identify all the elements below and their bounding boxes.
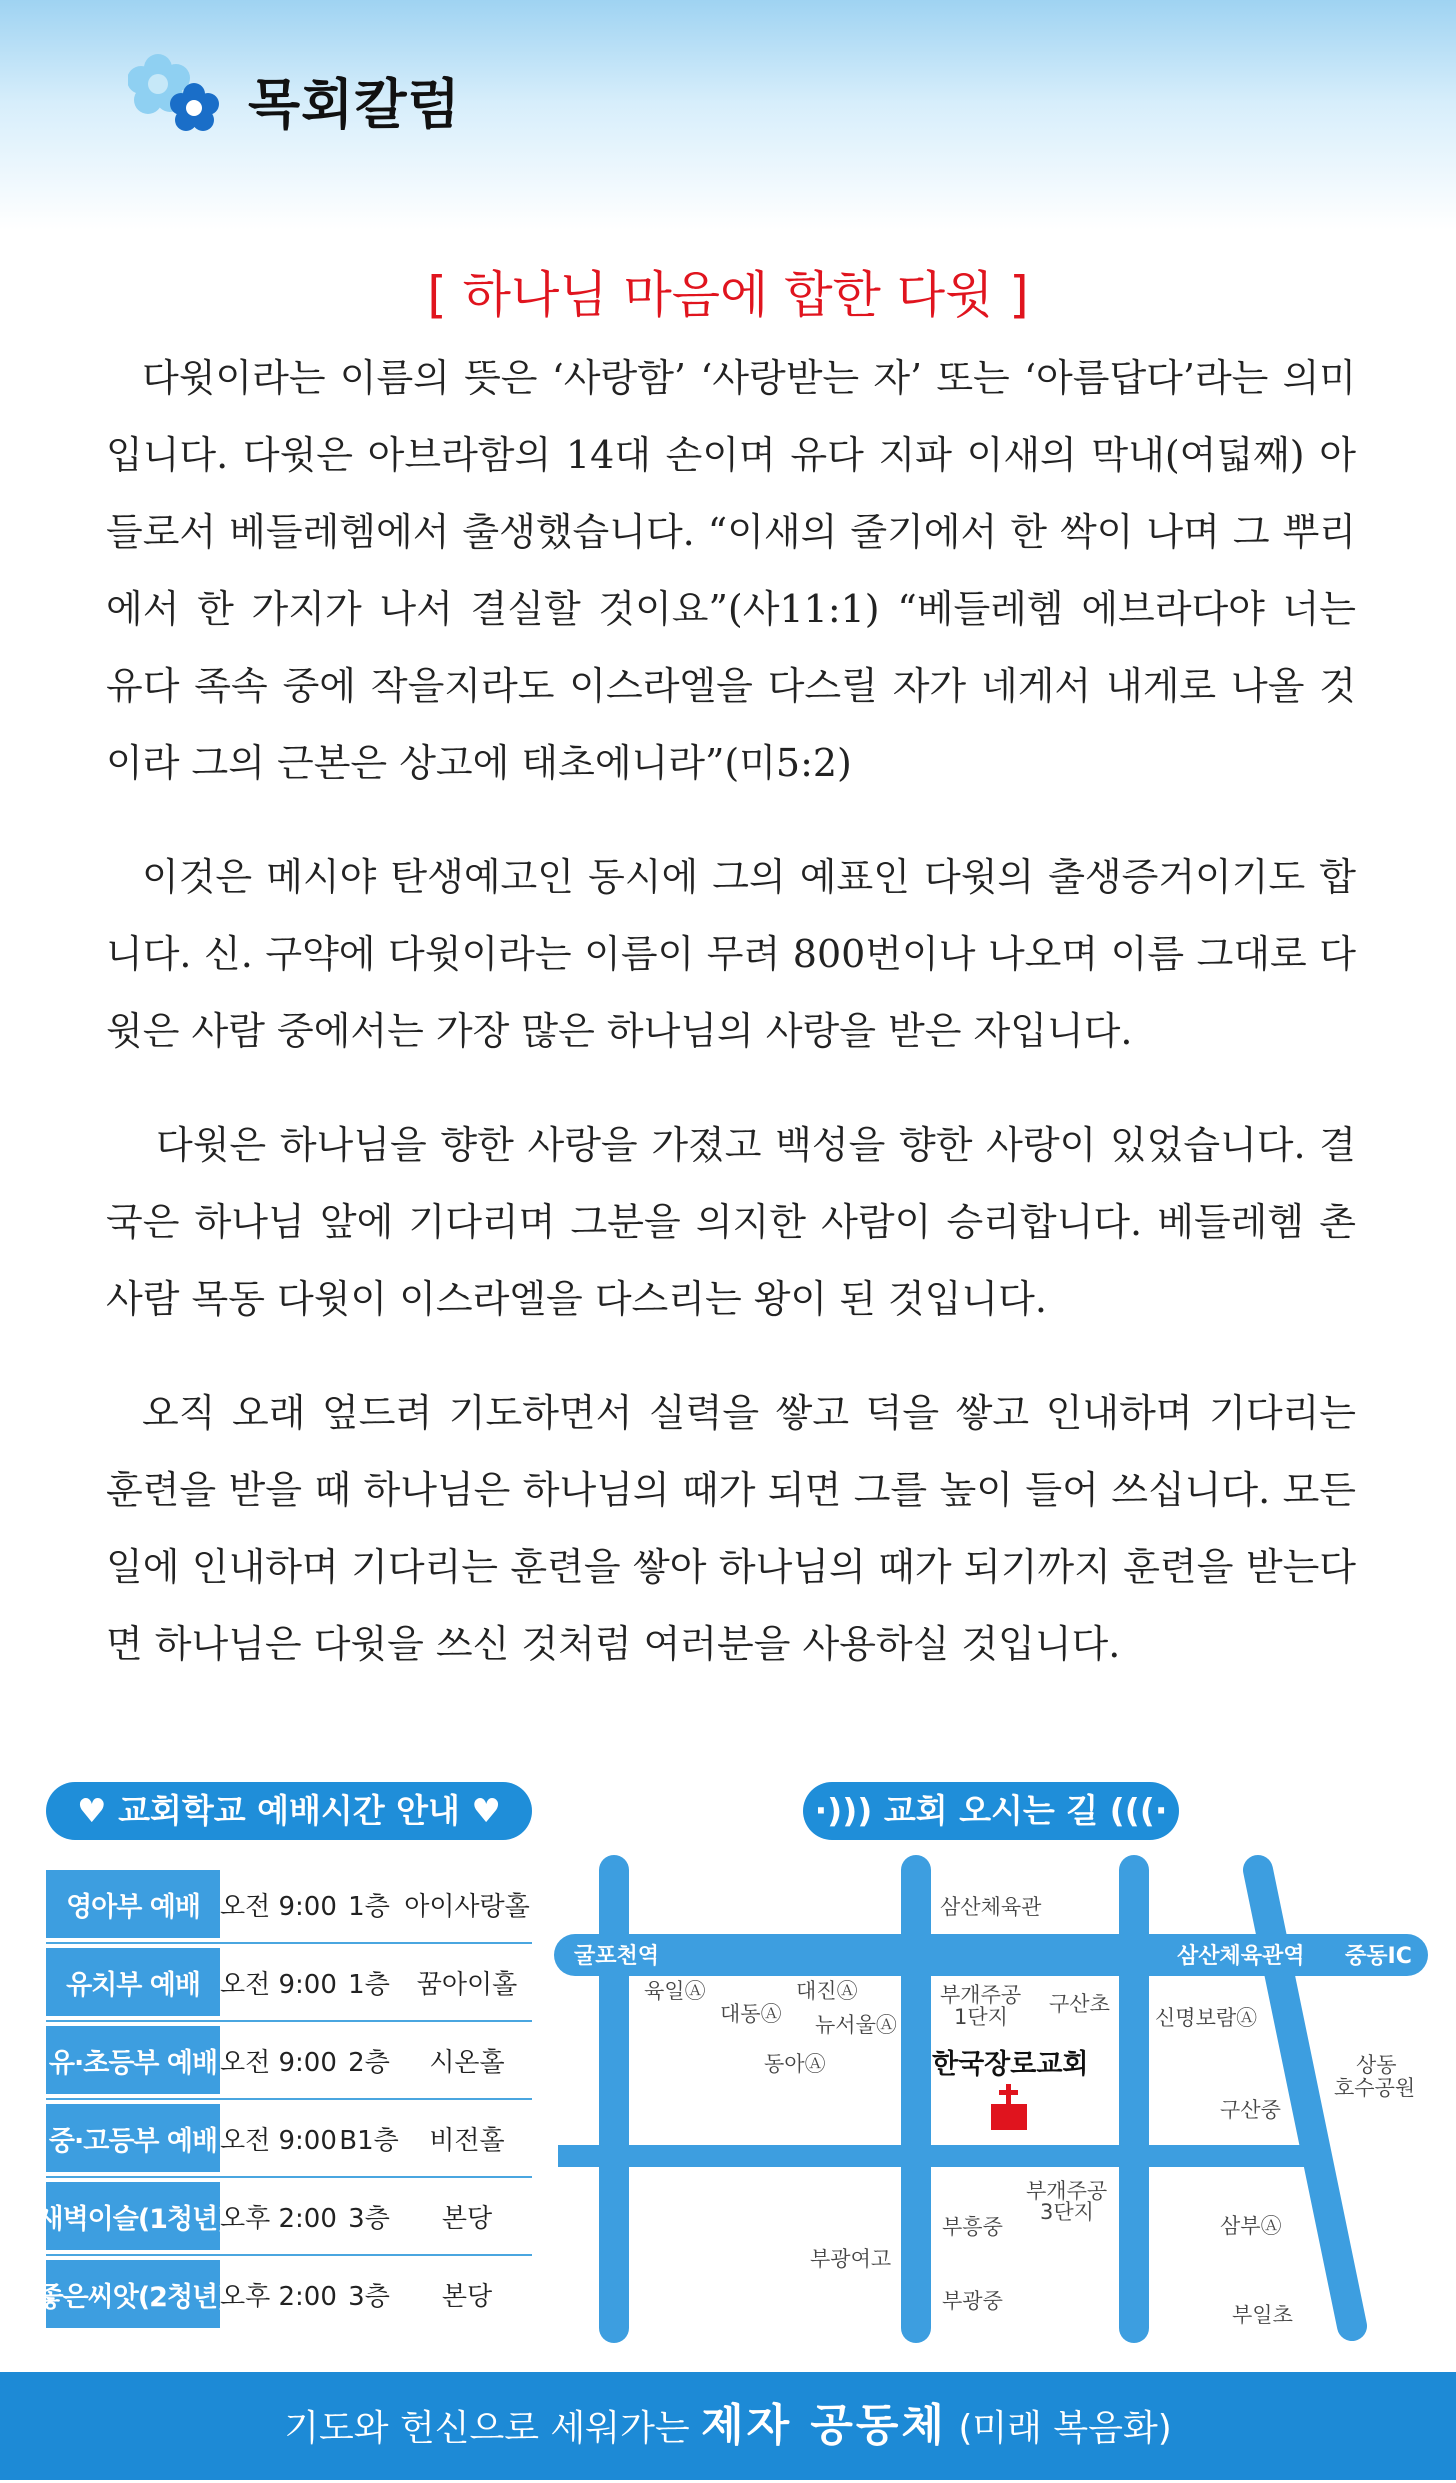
schedule-time: 오전 9:00	[220, 2125, 337, 2156]
schedule-floor: 1층	[348, 1891, 390, 1922]
church-name: 한국장로교회	[932, 2049, 1089, 2080]
map-label: 신명보람Ⓐ	[1155, 2006, 1258, 2030]
map-label: 부광중	[942, 2289, 1003, 2313]
table-row	[46, 1944, 532, 2022]
table-row	[46, 1866, 532, 1944]
map-label: 대진Ⓐ	[796, 1979, 858, 2003]
map-label: 삼부Ⓐ	[1220, 2214, 1282, 2238]
schedule-category: 유치부 예배	[46, 1948, 220, 2016]
map-label: 1단지	[954, 2005, 1008, 2029]
article-paragraph: 다윗이라는 이름의 뜻은 ‘사랑함’ ‘사랑받는 자’ 또는 ‘아름답다’라는 의미입니다. 다윗은 아브라함의 14대 손이며 유다 지파 이새의 막내(여덟째) 아들로서 베들레헴에서 출생했습니다. “이새의 줄기에서 한 싹이 나며 그 뿌리에서 한 가지가 나서 결실할 것이요”(사11:1) “베들레헴 에브라다야 너는 유다 족속 중에 작을지라도 이스라엘을 다스릴 자가 네게서 내게로 나올 것이라 그의 근본은 상고에 태초에니라”(미5:2)	[106, 356, 1356, 785]
map-label: 호수공원	[1334, 2076, 1416, 2100]
schedule-category: 영아부 예배	[46, 1870, 220, 1938]
schedule-category: 좋은씨앗(2청년)	[46, 2260, 220, 2328]
map-label: 부흥중	[942, 2215, 1003, 2239]
church-marker-icon	[991, 2084, 1027, 2130]
article-body	[106, 340, 1356, 1720]
map-label: 육일Ⓐ	[644, 1979, 706, 2003]
map-label: 동아Ⓐ	[764, 2052, 826, 2076]
map-label: 구산초	[1049, 1992, 1110, 2016]
table-row	[37, 2178, 532, 2256]
schedule-floor: B1층	[339, 2125, 399, 2156]
article-paragraph: 다윗은 하나님을 향한 사랑을 가졌고 백성을 향한 사랑이 있었습니다. 결국은 하나님 앞에 기다리며 그분을 의지한 사람이 승리합니다. 베들레헴 촌사람 목동 다윗이 이스라엘을 다스리는 왕이 된 것입니다.	[106, 1123, 1356, 1321]
map-label: 부개주공	[1026, 2179, 1108, 2203]
page-title: 목회칼럼	[248, 73, 461, 136]
schedule-time: 오후 2:00	[220, 2203, 337, 2234]
schedule-time: 오후 2:00	[220, 2281, 337, 2312]
map-label: 부광여고	[810, 2247, 892, 2271]
map-label: 상동	[1356, 2053, 1397, 2077]
schedule-floor: 2층	[348, 2047, 390, 2078]
station-label: 삼산체육관역	[1177, 1944, 1305, 1969]
schedule-place: 비전홀	[429, 2125, 505, 2156]
station-label: 중동IC	[1345, 1944, 1412, 1969]
map-label: 부일초	[1232, 2303, 1293, 2327]
schedule-floor: 3층	[348, 2281, 390, 2312]
schedule-place: 아이사랑홀	[404, 1891, 530, 1922]
worship-schedule-heading: ♥ 교회학교 예배시간 안내 ♥	[46, 1782, 532, 1840]
table-row	[37, 2256, 532, 2332]
table-row	[46, 2022, 532, 2100]
map-label: 3단지	[1040, 2200, 1094, 2224]
map-label: 구산중	[1220, 2098, 1281, 2122]
schedule-time: 오전 9:00	[220, 1969, 337, 2000]
footer-text: 기도와 헌신으로 세워가는	[284, 2408, 702, 2449]
worship-schedule-table	[37, 1866, 532, 2332]
schedule-category: 유·초등부 예배	[46, 2026, 220, 2094]
directions-map	[552, 1848, 1434, 2348]
footer-banner	[0, 2372, 1456, 2480]
footer-text-suffix: (미래 복음화)	[946, 2408, 1172, 2449]
schedule-place: 본당	[441, 2281, 493, 2312]
schedule-category: 새벽이슬(1청년)	[46, 2182, 220, 2250]
schedule-floor: 3층	[348, 2203, 390, 2234]
table-row	[46, 2100, 532, 2178]
map-label: 뉴서울Ⓐ	[815, 2013, 897, 2037]
schedule-time: 오전 9:00	[220, 2047, 337, 2078]
schedule-time: 오전 9:00	[220, 1891, 337, 1922]
flower-logo-icon	[128, 46, 228, 136]
map-label: 대동Ⓐ	[720, 2002, 782, 2026]
article-paragraph: 오직 오래 엎드려 기도하면서 실력을 쌓고 덕을 쌓고 인내하며 기다리는 훈련을 받을 때 하나님은 하나님의 때가 되면 그를 높이 들어 쓰십니다. 모든 일에 인내하며 기다리는 훈련을 쌓아 하나님의 때가 되기까지 훈련을 받는다면 하나님은 다윗을 쓰신 것처럼 여러분을 사용하실 것입니다.	[106, 1391, 1356, 1666]
directions-heading: ·))) 교회 오시는 길 (((·	[803, 1782, 1179, 1840]
footer-emphasis: 제자 공동체	[701, 2400, 947, 2451]
article-title: [ 하나님 마음에 합한 다윗 ]	[427, 266, 1029, 324]
map-label: 삼산체육관	[940, 1895, 1042, 1919]
schedule-category: 중·고등부 예배	[46, 2104, 220, 2172]
article-paragraph: 이것은 메시야 탄생예고인 동시에 그의 예표인 다윗의 출생증거이기도 합니다. 신. 구약에 다윗이라는 이름이 무려 800번이나 나오며 이름 그대로 다윗은 사람 중에서는 가장 많은 하나님의 사랑을 받은 자입니다.	[106, 855, 1356, 1053]
station-label: 굴포천역	[574, 1944, 660, 1969]
schedule-floor: 1층	[348, 1969, 390, 2000]
schedule-place: 본당	[441, 2203, 493, 2234]
schedule-place: 꿈아이홀	[416, 1969, 518, 2000]
schedule-place: 시온홀	[429, 2047, 505, 2078]
map-label: 부개주공	[940, 1983, 1022, 2007]
